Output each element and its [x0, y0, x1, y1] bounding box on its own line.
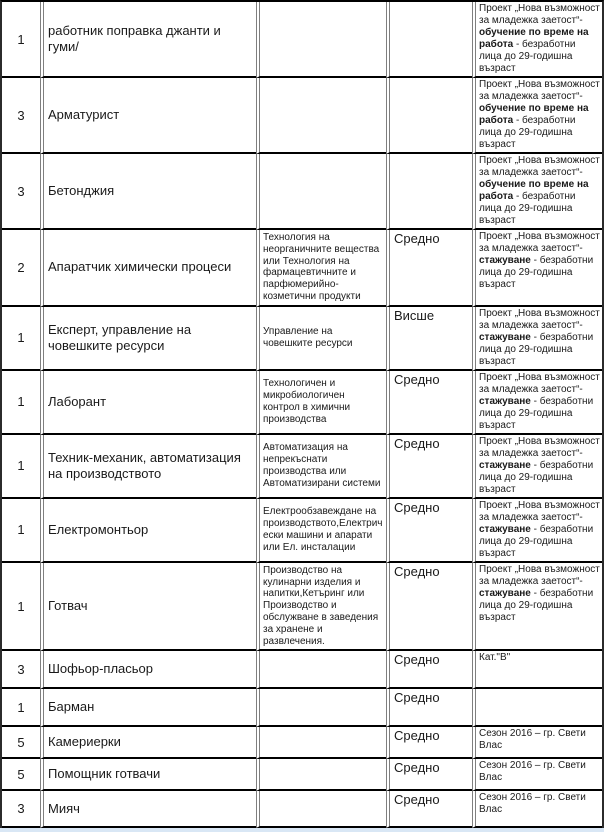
note-cell — [472, 791, 602, 828]
education-cell: Средно — [386, 230, 472, 307]
specialty-cell — [256, 727, 386, 759]
table-body — [2, 2, 602, 828]
specialty-cell — [256, 689, 386, 727]
note-text: Проект „Нова възможност за младежка заетост“- — [479, 3, 600, 26]
note-cell — [472, 307, 602, 371]
count-cell: 2 — [2, 230, 40, 307]
job-cell: Лаборант — [40, 371, 256, 435]
note-cell — [472, 371, 602, 435]
note-text: стажуване — [479, 255, 531, 266]
count-cell: 3 — [2, 651, 40, 689]
note-text: - безработни лица до 29-годишна възраст — [479, 331, 594, 367]
education-cell: Средно — [386, 791, 472, 828]
specialty-cell: Електрообзавеждане на производството,Електрически машини и апарати или Ел. инсталации — [256, 499, 386, 563]
education-cell: Средно — [386, 727, 472, 759]
table-row — [2, 563, 602, 652]
specialty-cell: Технологичен и микробиологичен контрол в химични производства — [256, 371, 386, 435]
table-row — [2, 727, 602, 759]
job-cell: работник поправка джанти и гуми/ — [40, 2, 256, 78]
education-cell — [386, 154, 472, 230]
count-cell: 5 — [2, 727, 40, 759]
education-cell: Висше — [386, 307, 472, 371]
job-cell: Барман — [40, 689, 256, 727]
table-row — [2, 154, 602, 230]
note-text: - безработни лица до 29-годишна възраст — [479, 255, 594, 290]
specialty-cell — [256, 791, 386, 828]
specialty-cell — [256, 651, 386, 689]
table-row — [2, 499, 602, 563]
table-row — [2, 230, 602, 307]
note-text: Сезон 2016 – гр. Свети Влас — [479, 728, 586, 752]
note-text: стажуване — [479, 523, 531, 535]
note-text: Проект „Нова възможност за младежка заетост“- — [479, 79, 600, 102]
note-cell — [472, 230, 602, 307]
note-cell — [472, 499, 602, 563]
note-text: стажуване — [479, 395, 531, 407]
education-cell — [386, 2, 472, 78]
specialty-cell: Автоматизация на непрекъснати производства или Автоматизирани системи — [256, 435, 386, 499]
note-text: Сезон 2016 – гр. Свети Влас — [479, 760, 586, 784]
note-cell — [472, 759, 602, 791]
note-cell — [472, 727, 602, 759]
note-text: Проект „Нова възможност за младежка заетост“- — [479, 155, 600, 178]
job-cell: Арматурист — [40, 78, 256, 154]
education-cell: Средно — [386, 563, 472, 652]
count-cell: 1 — [2, 435, 40, 499]
note-cell — [472, 651, 602, 689]
job-cell: Техник-механик, автоматизация на производството — [40, 435, 256, 499]
note-text: Проект „Нова възможност за младежка заетост“- — [479, 231, 600, 254]
note-text: стажуване — [479, 587, 531, 599]
table-row — [2, 651, 602, 689]
count-cell: 1 — [2, 499, 40, 563]
count-cell: 1 — [2, 563, 40, 652]
note-text: Проект „Нова възможност за младежка заетост“- — [479, 435, 600, 459]
specialty-cell — [256, 154, 386, 230]
education-cell: Средно — [386, 759, 472, 791]
education-cell: Средно — [386, 689, 472, 727]
count-cell: 1 — [2, 307, 40, 371]
note-text: стажуване — [479, 331, 531, 343]
table-row — [2, 78, 602, 154]
specialty-cell: Технология на неорганичните вещества или Технология на фармацевтичните и парфюмерийно-козметични продукти — [256, 230, 386, 307]
count-cell: 3 — [2, 78, 40, 154]
job-cell: Готвач — [40, 563, 256, 652]
table-row — [2, 307, 602, 371]
specialty-cell: Управление на човешките ресурси — [256, 307, 386, 371]
selection-highlight-strip — [0, 828, 604, 832]
education-cell: Средно — [386, 435, 472, 499]
note-cell — [472, 689, 602, 727]
note-text: - безработни лица до 29-годишна възраст — [479, 523, 594, 559]
table-row — [2, 435, 602, 499]
education-cell: Средно — [386, 651, 472, 689]
note-text: Проект „Нова възможност за младежка заетост“- — [479, 371, 600, 395]
note-cell — [472, 2, 602, 78]
specialty-cell — [256, 2, 386, 78]
note-text: Проект „Нова възможност за младежка заетост“- — [479, 499, 600, 523]
count-cell: 3 — [2, 154, 40, 230]
table-row — [2, 2, 602, 78]
job-cell: Апаратчик химически процеси — [40, 230, 256, 307]
note-text: - безработни лица до 29-годишна възраст — [479, 395, 594, 431]
count-cell: 3 — [2, 791, 40, 828]
job-cell: Експерт, управление на човешките ресурси — [40, 307, 256, 371]
table-row — [2, 759, 602, 791]
note-text: - безработни лица до 29-годишна възраст — [479, 459, 594, 495]
note-text: Сезон 2016 – гр. Свети Влас — [479, 792, 586, 816]
education-cell: Средно — [386, 371, 472, 435]
specialty-cell: Производство на кулинарни изделия и напитки,Кетъринг или Производство и обслужване в заведения за хранене и развлечения. — [256, 563, 386, 652]
note-text: обучение по време на работа — [479, 179, 589, 202]
count-cell: 5 — [2, 759, 40, 791]
note-text: - безработни лица до 29-годишна възраст — [479, 191, 576, 226]
job-cell: Камериерки — [40, 727, 256, 759]
table-row — [2, 371, 602, 435]
count-cell: 1 — [2, 371, 40, 435]
note-text: обучение по време на работа — [479, 103, 589, 126]
specialty-cell — [256, 759, 386, 791]
education-cell: Средно — [386, 499, 472, 563]
education-cell — [386, 78, 472, 154]
note-text: Кат."В" — [479, 652, 511, 664]
count-cell: 1 — [2, 689, 40, 727]
job-cell: Помощник готвачи — [40, 759, 256, 791]
note-text: - безработни лица до 29-годишна възраст — [479, 39, 576, 74]
note-cell — [472, 78, 602, 154]
count-cell: 1 — [2, 2, 40, 78]
table-row — [2, 791, 602, 828]
job-cell: Бетонджия — [40, 154, 256, 230]
note-cell — [472, 154, 602, 230]
note-text: стажуване — [479, 459, 531, 471]
specialty-cell — [256, 78, 386, 154]
note-cell — [472, 563, 602, 652]
note-text: Проект „Нова възможност за младежка заетост“- — [479, 563, 600, 587]
note-cell — [472, 435, 602, 499]
job-cell: Мияч — [40, 791, 256, 828]
note-text: Проект „Нова възможност за младежка заетост“- — [479, 307, 600, 331]
table-row — [2, 689, 602, 727]
note-text: - безработни лица до 29-годишна възраст — [479, 115, 576, 150]
job-cell: Електромонтьор — [40, 499, 256, 563]
note-text: обучение по време на работа — [479, 27, 589, 50]
job-cell: Шофьор-пласьор — [40, 651, 256, 689]
note-text: - безработни лица до 29-годишна възраст — [479, 587, 594, 623]
